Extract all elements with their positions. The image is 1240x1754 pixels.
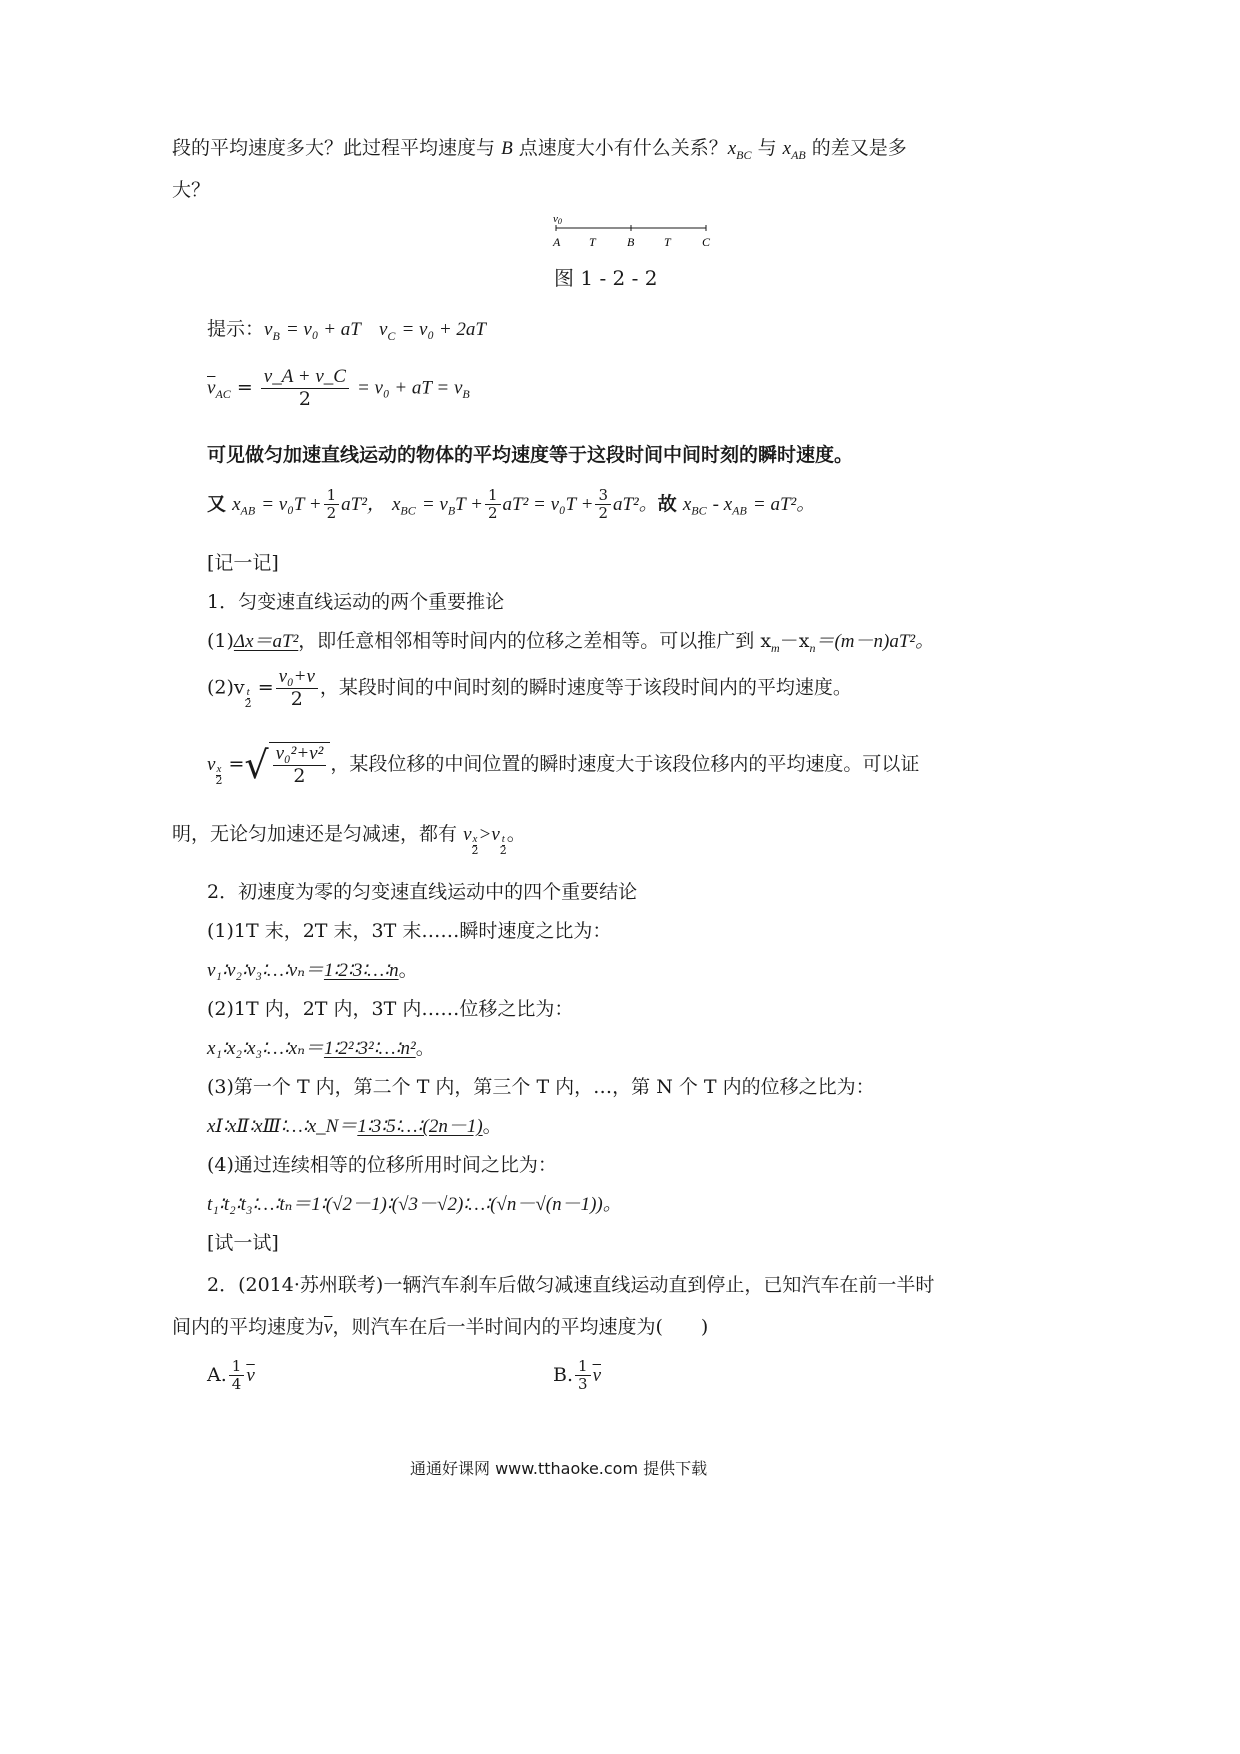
c3-answer: 1∶3∶5∶…∶(2n－1) (357, 1116, 483, 1137)
question-text-2a: 间内的平均速度为 (172, 1316, 325, 1338)
option-b-v: $\overline{v}$ (592, 1364, 601, 1386)
diagram-label-b: B (627, 235, 635, 249)
p3-sub-2: 2 (215, 773, 223, 787)
p2-den: 2 (290, 687, 303, 710)
hint-avg-rest: = v₀ + aT = v (356, 377, 463, 399)
conclusion-3-formula (207, 1111, 502, 1138)
hint-half-num-1: 1 (324, 487, 340, 505)
remember-point-2: $(2)v\frac{t}{2}$ = $\frac{\text{v₀+v}}{2}$ ，某段时间的中间时刻的瞬时速度等于该段时间内的平均速度。 (207, 666, 852, 711)
diagram-label-a: A (553, 235, 561, 249)
intro-xbc: x (727, 138, 737, 159)
p1-end: ＝(m－n)aT²。 (815, 631, 935, 652)
hint-diff-mid: - x (712, 493, 733, 515)
option-a-num: 1 (229, 1358, 245, 1376)
intro-text-b: 点速度大小有什么关系？ (518, 137, 728, 159)
c2-lhs: x₁∶x₂∶x₃∶…∶xₙ＝ (207, 1038, 324, 1059)
p3-v: v (207, 753, 216, 775)
p4-sub-2b: 2 (499, 844, 507, 857)
question-text-1: 一辆汽车刹车后做匀减速直线运动直到停止，已知汽车在前一半时 (383, 1274, 935, 1296)
p2-text: ，某段时间的中间时刻的瞬时速度等于该段时间内的平均速度。 (319, 676, 852, 699)
remember-point-3: $v\frac{x}{2}$ =√ $\frac{\text{v₀²+v²}}{2}$ ，某段位移的中间位置的瞬时速度大于该段位移内的平均速度。可以证 (207, 742, 920, 787)
p3-sqrt-sign: √ (244, 742, 269, 787)
intro-line-2 (172, 175, 210, 202)
remember-point-4 (172, 819, 526, 857)
segment-diagram (540, 206, 720, 256)
c2-end: 。 (415, 1037, 435, 1059)
hint-diff-x: x (682, 493, 692, 515)
hint-vc-sub: C (387, 328, 396, 343)
remember-tag: [记一记] (207, 552, 279, 574)
hint-you: 又 (207, 492, 227, 515)
hint-vc: v (378, 319, 388, 340)
hint-half-den-1: 2 (326, 504, 337, 523)
p4-end: 。 (506, 823, 526, 845)
hint-diff-sub1: BC (691, 503, 707, 518)
c4-formula: t₁∶t₂∶t₃∶…∶tₙ＝1∶(√2－1)∶(√3－√2)∶…∶(√n－√(n－1))。 (207, 1194, 622, 1215)
remember-point-1 (207, 626, 934, 653)
hint-half-num-2: 1 (485, 487, 501, 505)
question-line-1 (207, 1270, 934, 1297)
p1-formula: Δx＝aT² (233, 631, 299, 652)
p2-frac (276, 666, 318, 711)
p4-sub-x: x (472, 832, 478, 845)
conclusion-4-title: (4)通过连续相等的位移所用时间之比为： (207, 1154, 557, 1176)
conclusion-3-title: (3)第一个 T 内，第二个 T 内，第三个 T 内，…，第 N 个 T 内的位移之比为： (207, 1076, 875, 1098)
c3-end: 。 (482, 1115, 502, 1137)
p4-sub-2a: 2 (471, 844, 479, 857)
option-b-num: 1 (575, 1358, 591, 1376)
intro-text-a: 段的平均速度多大？此过程平均速度与 (172, 137, 496, 159)
hint-half-frac-1 (324, 487, 340, 523)
p2-sub-2: 2 (244, 697, 252, 711)
intro-xbc-sub: BC (736, 147, 752, 162)
intro-xab-sub: AB (791, 147, 806, 162)
p2-sub-t: t (246, 686, 250, 699)
hint-half-frac-2 (485, 487, 501, 523)
hint-conclusion: 可见做匀加速直线运动的物体的平均速度等于这段时间中间时刻的瞬时速度。 (207, 444, 854, 466)
conclusion-4-formula (207, 1189, 622, 1216)
conclusion-2-formula (207, 1033, 435, 1060)
hint-half-den-2: 2 (487, 504, 498, 523)
p3-text: ，某段位移的中间位置的瞬时速度大于该段位移内的平均速度。可以证 (330, 752, 920, 775)
p2-prefix: (2)v (207, 676, 245, 699)
hint-line (207, 314, 486, 341)
option-b-label: B. (553, 1363, 574, 1386)
hint-xbc-d: aT²。 (612, 493, 658, 515)
option-a-v: $\overline{v}$ (246, 1364, 255, 1386)
p1-m: m (771, 640, 780, 655)
hint-xab-sub: AB (240, 503, 256, 518)
hint-three-frac (595, 487, 611, 523)
hint-xbc-c: aT² = v₀T + (502, 493, 594, 515)
hint-xab-b: aT²， (341, 493, 386, 515)
question-avg-v: $\overline{v}$ (324, 1317, 333, 1338)
hint-avg-rest-sub: B (462, 387, 470, 402)
intro-line-1 (172, 133, 907, 160)
p4-sub-t: t (501, 832, 505, 845)
figure-caption: 图 1 - 2 - 2 (554, 266, 658, 290)
c1-lhs: v₁∶v₂∶v₃∶…∶vₙ＝ (207, 960, 324, 981)
conclusion-2-title: (2)1T 内，2T 内，3T 内……位移之比为： (207, 998, 574, 1020)
hint-avg-frac (261, 366, 349, 411)
p1-prefix: (1) (207, 630, 234, 652)
p4-half-x (472, 833, 479, 857)
c3-lhs: xⅠ∶xⅡ∶xⅢ∶…∶x_N＝ (207, 1116, 358, 1137)
hint-average-eq: $\overline{v}_{AC}$ = $\frac{v\_A + v\_C}{2}$ = v₀ + aT = $v_B$ (207, 366, 470, 410)
hint-gu: 故 (657, 492, 677, 515)
conclusion-1-title: (1)1T 末，2T 末，3T 末……瞬时速度之比为： (207, 920, 612, 942)
hint-avg-num: v_A + v_C (261, 366, 349, 389)
hint-xbc-b: T + (455, 493, 483, 515)
hint-eq1: = v₀ + aT (285, 319, 361, 340)
hint-xbc: x (391, 493, 401, 515)
p2-num: v₀+v (276, 666, 318, 689)
option-b-frac (575, 1358, 591, 1394)
p3-rad-num: v₀²+v² (273, 743, 327, 766)
intro-text-d: 大？ (172, 179, 211, 201)
hint-xab-a: = v₀T + (261, 493, 322, 515)
option-a-frac (229, 1358, 245, 1394)
diagram-label-t2: T (664, 235, 671, 249)
page-footer: 通通好课网 www.tthaoke.com 提供下载 (410, 1459, 708, 1478)
p3-sub-x: x (216, 762, 222, 775)
p4-v1: v (463, 824, 472, 845)
hint-three-den: 2 (598, 504, 608, 523)
option-a[interactable] (207, 1358, 255, 1394)
hint-vb: v (264, 319, 273, 340)
option-a-label: A. (207, 1363, 227, 1386)
option-b[interactable] (553, 1358, 601, 1394)
intro-yu: 与 (757, 137, 777, 159)
conclusion-1-formula (207, 955, 418, 982)
p1-text: ，即任意相邻相等时间内的位移之差相等。可以推广到 x (298, 630, 772, 652)
diagram-v0: v0 (553, 213, 562, 226)
p3-rad-den: 2 (293, 764, 306, 787)
p4-text: 明，无论匀加速还是匀减速，都有 (172, 823, 458, 845)
hint-xbc-sub: BC (400, 503, 416, 518)
hint-avg-sub: AC (215, 387, 231, 402)
option-b-den: 3 (578, 1375, 588, 1394)
p3-sqrt (269, 742, 331, 788)
hint-xbc-a: = v (421, 493, 448, 515)
remember-heading-2: 2．初速度为零的匀变速直线运动中的四个重要结论 (207, 881, 638, 903)
intro-text-c: 的差又是多 (811, 137, 907, 159)
hint-avg-den: 2 (298, 387, 311, 410)
p3-half-x (215, 763, 222, 787)
p4-gt: >v (478, 824, 500, 845)
hint-xbc-a-sub: B (447, 503, 456, 518)
question-number: 2． (207, 1274, 239, 1296)
p4-half-t (500, 833, 507, 857)
c1-answer: 1∶2∶3∶…∶n (323, 960, 399, 981)
hint-diff-sub2: AB (732, 503, 747, 518)
hint-prefix: 提示： (207, 318, 265, 340)
c1-end: 。 (398, 959, 418, 981)
remember-heading-1: 1．匀变速直线运动的两个重要推论 (207, 591, 505, 613)
hint-vb-sub: B (272, 328, 280, 343)
intro-point-b: B (501, 138, 513, 159)
hint-displacement-eq (207, 487, 815, 523)
c2-answer: 1∶2²∶3²∶…∶n² (323, 1038, 416, 1059)
hint-eq2: = v₀ + 2aT (401, 319, 486, 340)
hint-xab: x (232, 493, 241, 515)
diagram-label-c: C (702, 235, 711, 249)
try-tag: [试一试] (207, 1232, 279, 1254)
hint-three-num: 3 (595, 487, 611, 505)
question-source: (2014·苏州联考) (238, 1274, 384, 1296)
p1-mid: －x (779, 630, 810, 652)
intro-xab: x (782, 138, 792, 159)
hint-diff-end: = aT²。 (752, 493, 816, 515)
question-text-2b: ，则汽车在后一半时间内的平均速度为( ) (332, 1316, 709, 1338)
p2-half-t (245, 686, 252, 710)
p1-n: n (809, 640, 816, 655)
hint-avg-v: $\overline{v}$ (207, 377, 216, 399)
option-a-den: 4 (231, 1375, 242, 1394)
diagram-label-t1: T (589, 235, 596, 249)
question-line-2 (172, 1312, 708, 1339)
